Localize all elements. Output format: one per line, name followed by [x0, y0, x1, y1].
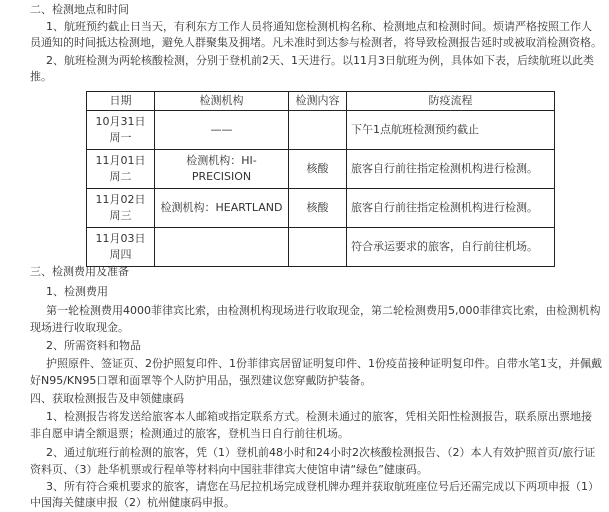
section-3-sub-1-title: 1、检测费用	[46, 285, 108, 298]
section-3-para-1-line-1: 第一轮检测费用4000菲律宾比索，由检测机构现场进行收取现金，第二轮检测费用5,000菲律宾比索，由检测机构	[46, 304, 601, 317]
date-text: 11月01日	[95, 154, 146, 167]
cell-org: 检测机构：HI-PRECISION	[155, 150, 289, 189]
section-4-para-3-line-1: 3、所有符合乘机要求的旅客，请您在马尼拉机场完成登机牌办理并获取航班座位号后还需完成以下两项申报（1）	[46, 480, 599, 493]
section-4-title: 四、获取检测报告及申领健康码	[30, 392, 184, 405]
cell-flow: 旅客自行前往指定检测机构进行检测。	[347, 189, 555, 228]
cell-type	[289, 228, 347, 267]
table-row	[87, 111, 555, 150]
header-type: 检测内容	[289, 92, 347, 111]
section-3-title: 三、检测费用及准备	[30, 265, 129, 278]
section-3-para-1-line-2: 现场进行收取现金。	[30, 321, 129, 334]
section-2-title: 二、检测地点和时间	[30, 3, 129, 16]
header-date: 日期	[87, 92, 155, 111]
section-4-para-2-line-1: 2、通过航班行前检测的旅客，凭（1）登机前48小时和24小时2次核酸检测报告、（2）本人有效护照首页/旅行证	[46, 446, 596, 459]
cell-org	[155, 228, 289, 267]
weekday-text: 周三	[109, 209, 132, 222]
cell-date	[87, 111, 155, 150]
section-2-para-1-line-2: 员通知的时间抵达检测地，避免人群聚集及拥堵。凡未准时到达参与检测者，将导致检测报告延时或被取消检测资格。	[30, 36, 602, 49]
cell-type: 核酸	[289, 150, 347, 189]
cell-type: 核酸	[289, 189, 347, 228]
section-4-para-1-line-2: 非自愿申请全额退票；检测通过的旅客，登机当日自行前往机场。	[30, 427, 349, 440]
cell-flow: 下午1点航班检测预约截止	[347, 111, 555, 150]
section-4-para-2-line-2: 资料页、（3）赴华机票或行程单等材料向中国驻菲律宾大使馆申请“绿色”健康码。	[30, 463, 428, 476]
section-2-para-1-line-1: 1、航班预约截止日当天，有利东方工作人员将通知您检测机构名称、检测地点和检测时间。烦请严格按照工作人	[46, 20, 592, 33]
schedule-table	[86, 91, 555, 267]
cell-flow: 符合承运要求的旅客，自行前往机场。	[347, 228, 555, 267]
cell-org: ——	[155, 111, 289, 150]
weekday-text: 周四	[109, 248, 132, 261]
table-row	[87, 189, 555, 228]
section-2-para-2-line-1: 2、航班检测为两轮核酸检测，分别于登机前2天、1天进行。以11月3日航班为例，具体如下表，后续航班以此类	[46, 54, 594, 67]
weekday-text: 周一	[109, 131, 132, 144]
header-flow: 防疫流程	[347, 92, 555, 111]
weekday-text: 周二	[109, 170, 132, 183]
section-3-sub-2-title: 2、所需资料和物品	[46, 339, 141, 352]
section-3-para-2-line-1: 护照原件、签证页、2份护照复印件、1份菲律宾居留证明复印件、1份疫苗接种证明复印件。自带水笔1支，并佩戴	[46, 357, 602, 370]
section-4-para-1-line-1: 1、检测报告将发送给旅客本人邮箱或指定联系方式。检测未通过的旅客，凭相关阳性检测报告，联系原出票地接	[46, 410, 592, 423]
cell-flow: 旅客自行前往指定检测机构进行检测。	[347, 150, 555, 189]
date-text: 11月02日	[95, 193, 146, 206]
section-2-para-2-line-2: 推。	[30, 70, 52, 83]
cell-org: 检测机构：HEARTLAND	[155, 189, 289, 228]
cell-date	[87, 150, 155, 189]
section-4-para-3-line-2: 中国海关健康申报（2）杭州健康码申报。	[30, 496, 235, 509]
date-text: 11月03日	[95, 232, 146, 245]
section-3-para-2-line-2: 好N95/KN95口罩和面罩等个人防护用品，强烈建议您穿戴防护装备。	[30, 374, 372, 387]
cell-type	[289, 111, 347, 150]
table-row	[87, 228, 555, 267]
cell-date	[87, 228, 155, 267]
header-org: 检测机构	[155, 92, 289, 111]
date-text: 10月31日	[95, 115, 146, 128]
table-header-row	[87, 92, 555, 111]
cell-date	[87, 189, 155, 228]
table-row	[87, 150, 555, 189]
